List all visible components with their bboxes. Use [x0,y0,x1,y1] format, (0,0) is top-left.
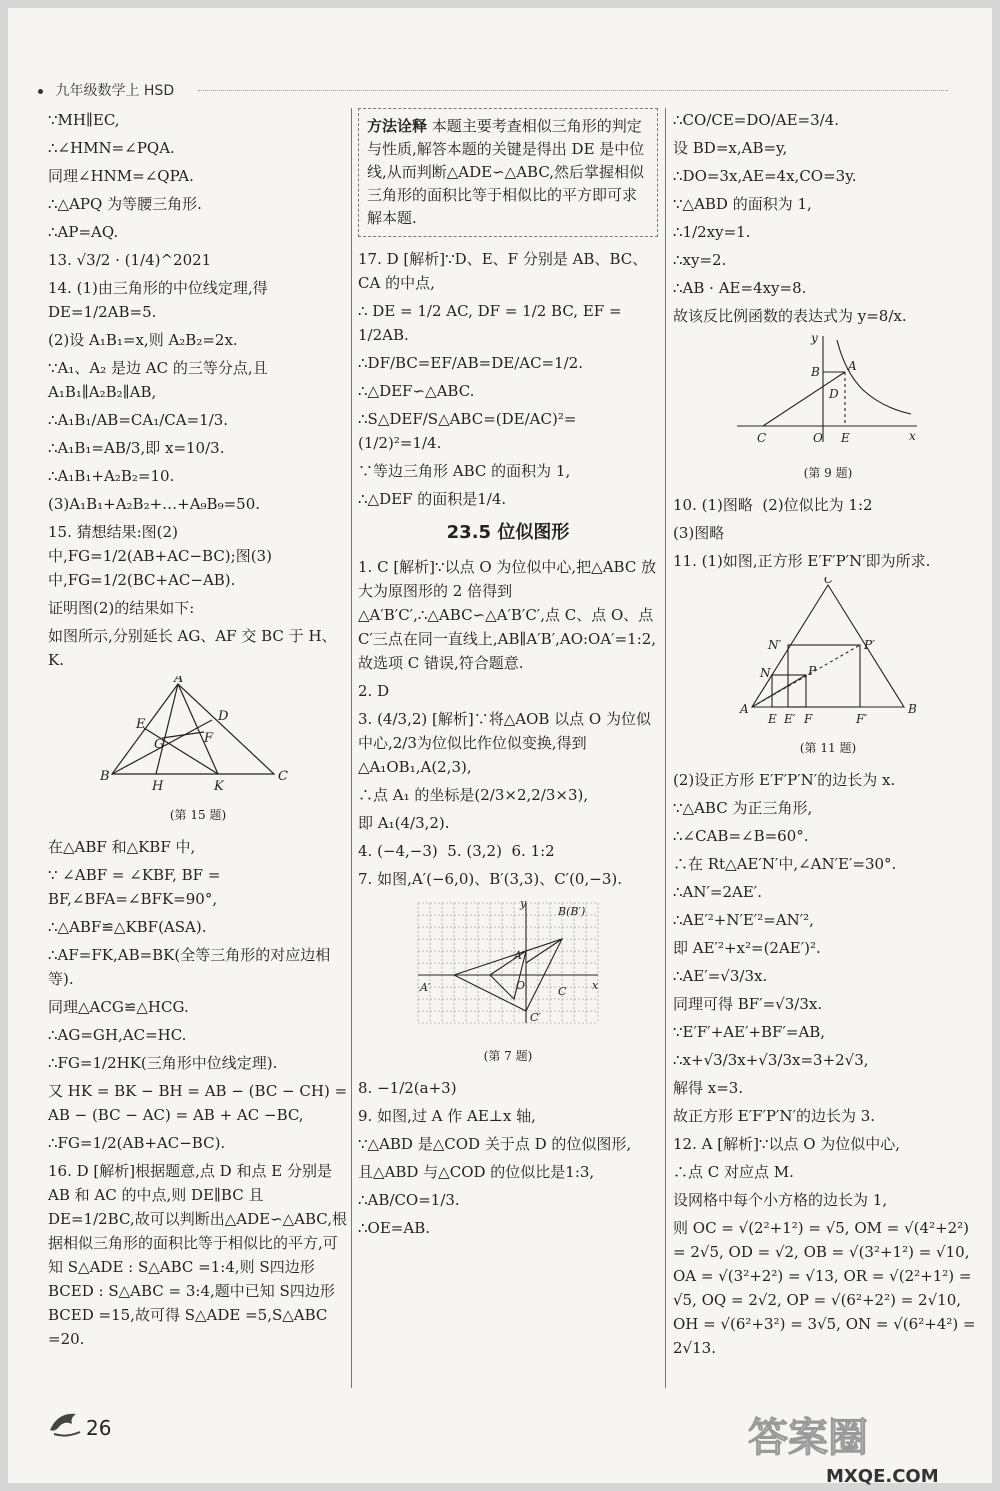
text-line: 设 BD=x,AB=y, [673,139,788,157]
text-line: 17. D [解析]∵D、E、F 分别是 AB、BC、CA 的中点, [358,250,648,292]
text-line: 10. (1)图略 (2)位似比为 1:2 [673,496,873,514]
text-line: ∴FG=1/2(AB+AC−BC). [48,1134,226,1152]
fig15-label: B [100,769,110,784]
text-line: 9. 如图,过 A 作 AE⊥x 轴, [358,1107,536,1125]
fig11-label: N [760,666,771,680]
page [8,8,992,1487]
text-line: ∴DO=3x,AE=4x,CO=3y. [673,167,857,185]
text-line: ∴S△DEF/S△ABC=(DE/AC)²=(1/2)²=1/4. [358,410,577,452]
text-line: ∴AE′=√3/3x. [673,967,768,985]
fig11-label: N′ [768,638,782,652]
fig9-label: C [757,431,767,445]
fig11-label: E [768,712,777,726]
text-line: ∵等边三角形 ABC 的面积为 1, [358,462,571,480]
fig15-label: K [214,779,224,794]
text-line: 故该反比例函数的表达式为 y=8/x. [673,307,907,325]
text-line: ∴∠CAB=∠B=60°. [673,827,809,845]
text-line: ∵△ABD 是△COD 关于点 D 的位似图形, [358,1135,632,1153]
text-line: ∴FG=1/2HK(三角形中位线定理). [48,1054,278,1072]
text-line: 15. 猜想结果:图(2)中,FG=1/2(AB+AC−BC);图(3)中,FG=1/2(BC+AC−AB). [48,523,272,589]
fig15-label: C [278,769,288,784]
fig15-label: D [218,709,229,724]
fig11-label: B [908,702,917,716]
text-line: ∴ DE = 1/2 AC, DF = 1/2 BC, EF = 1/2AB. [358,302,627,344]
text-line: ∵MH∥EC, [48,111,120,129]
right-column [673,108,983,1364]
text-line: ∵△ABD 的面积为 1, [673,195,812,213]
fig15-label: G [154,737,165,752]
text-line: 12. A [解析]∵以点 O 为位似中心, [673,1135,901,1153]
text-line: (2)设 A₁B₁=x,则 A₂B₂=2x. [48,331,238,349]
text-line: ∴AB · AE=4xy=8. [673,279,807,297]
middle-column [358,108,658,1244]
text-line: ∴△ABF≌△KBF(ASA). [48,918,207,936]
figure-caption: (第 9 题) [803,466,853,480]
fig11-label: F′ [856,712,868,726]
fig9-label: A [848,359,857,373]
fig9-label: D [829,387,839,401]
fig15-label: F [204,731,214,746]
fig7-label: A [514,949,522,962]
text-line: ∴△DEF∽△ABC. [358,382,475,400]
text-line: 即 AE′²+x²=(2AE′)². [673,939,821,957]
grid-diagram [408,895,608,1035]
text-line: ∴△DEF 的面积是1/4. [358,490,507,508]
fig7-label: C [558,985,567,998]
fig7-label: C′ [530,1011,541,1024]
fig11-label: E′ [784,712,796,726]
text-line: ∴△APQ 为等腰三角形. [48,195,202,213]
figure-9 [673,332,983,485]
text-line: ∴AP=AQ. [48,223,119,241]
fig9-label: E [841,431,850,445]
text-line: ∴xy=2. [673,251,727,269]
text-line: 则 OC = √(2²+1²) = √5, OM = √(4²+2²) = 2√5, OD = √2, OB = √(3²+1²) = √10, OA = √(3²+2²) = √13, OR = √(2²+1²) = √5, OQ = 2√2, OP = √(6²+2²) = 2√10, OH = √(6²+3²) = 3√5, ON = √(6²+4²) = 2√13. [673,1219,981,1357]
fig11-label: C [824,577,834,586]
text-line: (2)设正方形 E′F′P′N′的边长为 x. [673,771,896,789]
fig9-label: y [811,332,818,345]
text-line: ∴A₁B₁=AB/3,即 x=10/3. [48,439,225,457]
fig11-label: P′ [864,638,875,652]
figure-15 [48,676,348,827]
text-line: ∴AF=FK,AB=BK(全等三角形的对应边相等). [48,946,331,988]
page-number: 26 [86,1416,112,1440]
fig9-label: B [811,365,820,379]
fig7-label: x [592,979,599,992]
text-line: 1. C [解析]∵以点 O 为位似中心,把△ABC 放大为原图形的 2 倍得到△A′B′C′,∴△ABC∽△A′B′C′,点 C、点 O、点 C′三点在同一直线上,AB∥A′B′,AO:OA′=1:2,故选项 C 错误,符合题意. [358,558,659,672]
text-line: ∴x+√3/3x+√3/3x=3+2√3, [673,1051,869,1069]
text-line: 设网格中每个小方格的边长为 1, [673,1191,888,1209]
fig11-label: A [740,702,749,716]
text-line: ∴AN′=2AE′. [673,883,762,901]
fig15-label: A [174,676,184,686]
fig7-label: O [516,979,526,992]
fig7-label: B(B′) [558,905,586,918]
fig11-label: F [804,712,813,726]
text-line: ∴A₁B₁+A₂B₂=10. [48,467,175,485]
fig15-label: E [136,717,146,732]
text-line: 同理△ACG≌△HCG. [48,998,189,1016]
text-line: 同理可得 BF′=√3/3x. [673,995,823,1013]
watermark-text: 答案圈 [748,1415,868,1461]
text-line: 11. (1)如图,正方形 E′F′P′N′即为所求. [673,552,931,570]
section-title: 23.5 位似图形 [446,522,570,543]
text-line: 解得 x=3. [673,1079,744,1097]
text-line: ∴点 C 对应点 M. [673,1163,794,1181]
method-box [358,108,658,237]
bullet-icon [38,89,43,94]
left-column [48,108,352,1355]
figure-11 [673,577,983,760]
text-line: 3. (4/3,2) [解析]∵将△AOB 以点 O 为位似中心,2/3为位似比作位似变换,得到△A₁OB₁,A(2,3), [358,710,651,776]
text-line: ∴AG=GH,AC=HC. [48,1026,187,1044]
text-line: 8. −1/2(a+3) [358,1079,457,1097]
method-text: 本题主要考查相似三角形的判定与性质,解答本题的关键是得出 DE 是中位线,从而判断△ADE∽△ABC,然后掌握相似三角形的面积比等于相似比的平方即可求解本题. [367,117,645,227]
function-graph [733,332,923,452]
figure-caption: (第 15 题) [169,808,227,822]
dolphin-icon [48,1408,84,1438]
text-line: ∵E′F′+AE′+BF′=AB, [673,1023,826,1041]
fig11-label: P [808,664,817,678]
fig15-label: H [152,779,164,794]
figure-caption: (第 7 题) [483,1049,533,1063]
text-line: 14. (1)由三角形的中位线定理,得 DE=1/2AB=5. [48,279,273,321]
column-divider [351,108,352,1388]
text-line: (3)A₁B₁+A₂B₂+…+A₉B₉=50. [48,495,261,513]
text-line: ∴点 A₁ 的坐标是(2/3×2,2/3×3), [358,786,589,804]
triangle-square-diagram [738,577,918,727]
text-line: ∴DF/BC=EF/AB=DE/AC=1/2. [358,354,584,372]
text-line: ∴在 Rt△AE′N′中,∠AN′E′=30°. [673,855,897,873]
text-line: ∵A₁、A₂ 是边 AC 的三等分点,且A₁B₁∥A₂B₂∥AB, [48,359,268,401]
figure-7 [358,895,658,1068]
text-line: 16. D [解析]根据题意,点 D 和点 E 分别是 AB 和 AC 的中点,则 DE∥BC 且 DE=1/2BC,故可以判断出△ADE∽△ABC,根据相似三角形的面积比等于相似比的平方,可知 S△ADE : S△ABC =1:4,则 S四边形BCED : S△ABC = 3:4,题中已知 S四边形BCED =15,故可得 S△ADE =5,S△ABC =20. [48,1162,347,1348]
text-line: (3)图略 [673,524,725,542]
text-line: ∴OE=AB. [358,1219,430,1237]
text-line: 即 A₁(4/3,2). [358,814,450,832]
text-line: ∴AE′²+N′E′²=AN′², [673,911,814,929]
text-line: ∴A₁B₁/AB=CA₁/CA=1/3. [48,411,229,429]
text-line: ∴AB/CO=1/3. [358,1191,460,1209]
fig7-label: A′ [420,981,431,994]
fig7-label: y [520,897,527,910]
triangle-diagram [98,676,298,794]
text-line: 同理∠HNM=∠QPA. [48,167,194,185]
text-line: 且△ABD 与△COD 的位似比是1:3, [358,1163,595,1181]
text-line: ∴CO/CE=DO/AE=3/4. [673,111,840,129]
method-tag: 方法诠释 [367,117,428,135]
figure-caption: (第 11 题) [799,741,857,755]
page-header [38,80,174,100]
text-line: 4. (−4,−3) 5. (3,2) 6. 1:2 [358,842,555,860]
text-line: 2. D [358,682,390,700]
text-line: ∵△ABC 为正三角形, [673,799,813,817]
text-line: ∴1/2xy=1. [673,223,751,241]
header-rule [198,90,948,91]
text-line: 如图所示,分别延长 AG、AF 交 BC 于 H、K. [48,627,337,669]
text-line: 又 HK = BK − BH = AB − (BC − CH) = AB − (BC − AC) = AB + AC −BC, [48,1082,352,1124]
text-line: 7. 如图,A′(−6,0)、B′(3,3)、C′(0,−3). [358,870,622,888]
text-line: 证明图(2)的结果如下: [48,599,195,617]
text-line: ∴∠HMN=∠PQA. [48,139,175,157]
text-line: 13. √3/2 · (1/4)^2021 [48,251,212,269]
text-line: ∵ ∠ABF = ∠KBF, BF = BF,∠BFA=∠BFK=90°, [48,866,226,908]
text-line: 在△ABF 和△KBF 中, [48,838,196,856]
watermark-url: MXQE.COM [826,1466,939,1487]
fig9-label: x [909,429,916,443]
column-divider [665,108,666,1388]
fig9-label: O [813,431,823,445]
header-title: 九年级数学上 HSD [55,83,175,99]
text-line: 故正方形 E′F′P′N′的边长为 3. [673,1107,876,1125]
